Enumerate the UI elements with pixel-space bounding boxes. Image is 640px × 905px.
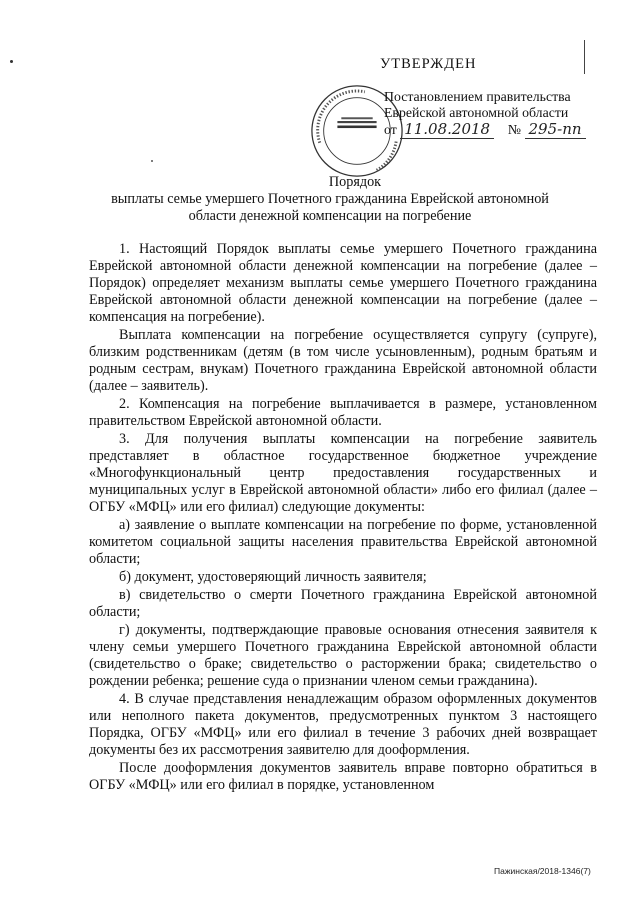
document-title <box>0 174 640 225</box>
footer-reference: Пажинская/2018-1346(7) <box>494 866 591 876</box>
paragraph: 2. Компенсация на погребение выплачивается в размере, установленном правительством Еврейской автономной области. <box>89 396 597 429</box>
paragraph: 4. В случае представления ненадлежащим образом оформленных документов или неполного пакета документов, предусмотренных пунктом 3 настоящего Порядка, ОГБУ «МФЦ» или его филиал в течение 3 рабочих дней возвращает документы без их рассмотрения заявителю для дооформления. <box>89 691 597 758</box>
decree-date-number <box>384 121 610 138</box>
decree-line-1: Постановлением правительства <box>384 89 571 104</box>
title-heading: Порядок <box>328 174 382 190</box>
approved-heading: УТВЕРЖДЕН <box>380 56 477 72</box>
handwritten-number: 295-пп <box>525 120 586 139</box>
scan-speck <box>151 160 153 162</box>
decree-line-2: Еврейской автономной области <box>384 105 569 120</box>
paragraph: а) заявление о выплате компенсации на погребение по форме, установленной комитетом социальной защиты населения правительства Еврейской автономной области; <box>89 517 597 567</box>
paragraph: г) документы, подтверждающие правовые основания отнесения заявителя к члену семьи умершего Почетного гражданина Еврейской автономной области (свидетельство о браке; свидетельство о расторжении брака; свидетельство о рождении ребенка; решение суда о признании членом семьи гражданина). <box>89 622 597 689</box>
scan-line-mark <box>584 40 585 74</box>
title-line-1: выплаты семье умершего Почетного гражданина Еврейской автономной <box>111 191 549 207</box>
date-prefix: от <box>384 122 397 137</box>
title-line-2: области денежной компенсации на погребение <box>188 208 472 224</box>
scan-speck <box>10 60 13 63</box>
document-body <box>89 241 597 794</box>
number-prefix: № <box>507 122 522 137</box>
paragraph: 3. Для получения выплаты компенсации на погребение заявитель представляет в областное государственное бюджетное учреждение «Многофункциональный центр предоставления государственных и муниципальных услуг в Еврейской автономной области» либо его филиал (далее – ОГБУ «МФЦ» или его филиал) следующие документы: <box>89 431 597 515</box>
decree-block <box>384 89 610 138</box>
paragraph: 1. Настоящий Порядок выплаты семье умершего Почетного гражданина Еврейской автономной области денежной компенсации на погребение (далее – Порядок) определяет механизм выплаты семье умершего Почетного гражданина Еврейской автономной области денежной компенсации на погребение (далее – компенсация на погребение). <box>89 241 597 325</box>
handwritten-date: 11.08.2018 <box>400 120 494 139</box>
paragraph: б) документ, удостоверяющий личность заявителя; <box>119 569 427 585</box>
paragraph: Выплата компенсации на погребение осуществляется супругу (супруге), близким родственникам (детям (в том числе усыновленным), родным братьям и родным сестрам, внукам) Почетного гражданина Еврейской автономной области (далее – заявитель). <box>89 327 597 394</box>
paragraph: После дооформления документов заявитель вправе повторно обратиться в ОГБУ «МФЦ» или его филиал в порядке, установленном <box>89 760 597 793</box>
paragraph: в) свидетельство о смерти Почетного гражданина Еврейской автономной области; <box>89 587 597 620</box>
